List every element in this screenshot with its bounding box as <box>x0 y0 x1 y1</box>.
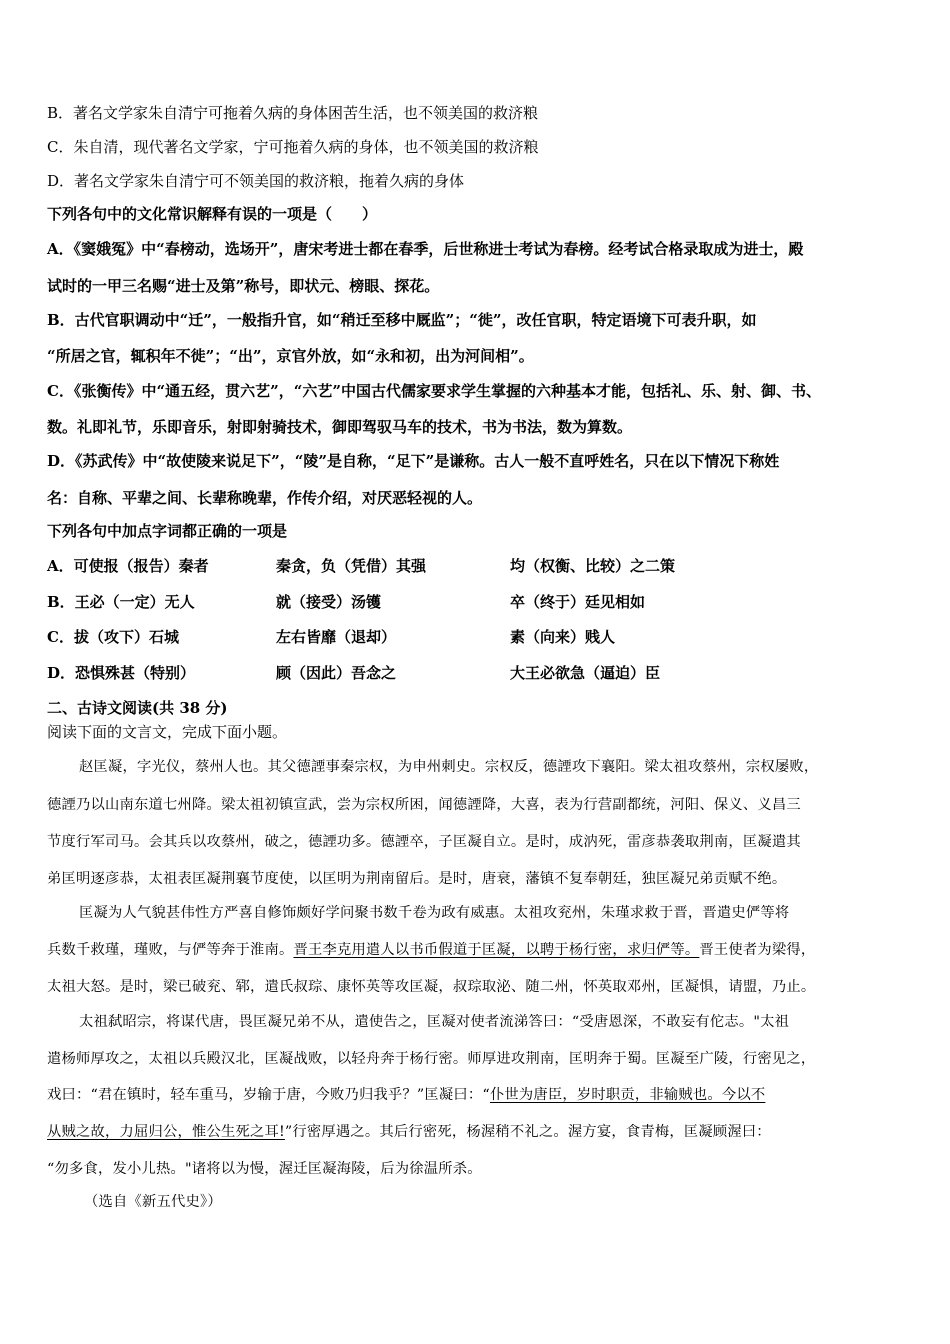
culture-option-a-line2: 试时的一甲三名赐“进士及第”称号，即状元、榜眼、探花。 <box>47 277 440 295</box>
passage-line-3: 节度行军司马。会其兵以攻蔡州，破之，德諲功多。德諲卒，子匡凝自立。是时，成汭死，雷彦恭袭取荆南，匡凝遣其 <box>47 834 801 850</box>
passage-line-6-start: 兵数千救瑾，瑾败，与俨等奔于淮南。 <box>47 942 294 958</box>
passage-line-2: 德諲乃以山南东道七州降。梁太祖初镇宣武，尝为宗权所困，闻德諲降，大喜，表为行营副都统，河阳、保义、义昌三 <box>47 797 801 813</box>
section-instruction: 阅读下面的文言文，完成下面小题。 <box>47 723 288 741</box>
words-option-d-col2: 顾（因此）吾念之 <box>276 664 397 682</box>
passage-line-10-start: 戏曰：“君在镇时，轻车重马，岁输于唐，今败乃归我乎？”匡凝曰：“ <box>47 1087 490 1103</box>
words-option-d-col3: 大王必欲急（逼迫）臣 <box>510 664 661 682</box>
words-option-b-col2: 就（接受）汤镬 <box>276 593 382 611</box>
culture-option-b-line1: B．古代官职调动中“迁”，一般指升官，如“稍迁至移中厩监”；“徙”，改任官职，特定语境下可表升职，如 <box>47 311 757 329</box>
passage-line-6 <box>47 940 815 960</box>
underlined-sentence-2-part2: 从贼之故，力屈归公，惟公生死之耳! <box>47 1124 285 1140</box>
passage-line-8: 太祖弑昭宗，将谋代唐，畏匡凝兄弟不从，遣使告之，匡凝对使者流涕答曰：“受唐恩深，不敢妄有佗志。"太祖 <box>79 1014 790 1030</box>
section-title: 二、古诗文阅读(共 38 分) <box>47 699 228 717</box>
words-option-b-col3: 卒（终于）廷见相如 <box>510 593 646 611</box>
words-option-d-col1: D．恐惧殊甚（特别） <box>47 664 196 682</box>
words-option-a-col3: 均（权衡、比较）之二策 <box>510 557 676 575</box>
culture-option-c-line1: C．《张衡传》中“通五经，贯六艺”，“六艺”中国古代儒家要求学生掌握的六种基本才能，包括礼、乐、射、御、书、 <box>47 382 821 400</box>
culture-question-stem: 下列各句中的文化常识解释有误的一项是（ ） <box>47 205 378 223</box>
words-option-b-col1: B．王必（一定）无人 <box>47 593 195 611</box>
passage-line-11 <box>47 1122 771 1142</box>
culture-option-c-line2: 数。礼即礼节，乐即音乐，射即射骑技术，御即驾驭马车的技术，书为书法，数为算数。 <box>47 418 633 436</box>
passage-line-7: 太祖大怒。是时，梁已破兖、郓，遣氏叔琮、康怀英等攻匡凝，叔琮取泌、随二州，怀英取邓州，匡凝惧，请盟，乃止。 <box>47 979 816 995</box>
passage-line-9: 遣杨师厚攻之，太祖以兵殿汉北，匡凝战败，以轻舟奔于杨行密。师厚进攻荆南，匡明奔于蜀。匡凝至广陵，行密见之， <box>47 1051 816 1067</box>
option-b-prev: B．著名文学家朱自清宁可拖着久病的身体困苦生活，也不领美国的救济粮 <box>47 104 539 122</box>
passage-line-12: “勿多食，发小儿热。"诸将以为慢，渥迁匡凝海陵，后为徐温所杀。 <box>47 1161 482 1177</box>
words-option-c-col3: 素（向来）贱人 <box>510 628 616 646</box>
passage-line-4: 弟匡明逐彦恭，太祖表匡凝荆襄节度使，以匡明为荆南留后。是时，唐衰，藩镇不复奉朝廷，独匡凝兄弟贡赋不绝。 <box>47 871 787 887</box>
passage-source: （选自《新五代史》） <box>84 1194 222 1210</box>
culture-option-d-line2: 名：自称、平辈之间、长辈称晚辈，作传介绍，对厌恶轻视的人。 <box>47 489 483 507</box>
underlined-sentence-2-part1: 仆世为唐臣，岁时职贡，非输贼也。今以不 <box>489 1087 766 1103</box>
passage-line-10 <box>47 1085 765 1105</box>
underlined-sentence-1: 晋王李克用遣人以书币假道于匡凝，以聘于杨行密，求归俨等。 <box>293 942 700 958</box>
option-d-prev: D．著名文学家朱自清宁可不领美国的救济粮，拖着久病的身体 <box>47 172 465 190</box>
words-option-a-col1: A．可使报（报告）秦者 <box>47 557 209 575</box>
passage-line-11-end: ”行密厚遇之。其后行密死，杨渥稍不礼之。渥方宴，食青梅，匡凝顾渥曰： <box>284 1124 771 1140</box>
words-option-a-col2: 秦贪，负（凭借）其强 <box>276 557 427 575</box>
culture-option-a-line1: A．《窦娥冤》中“春榜动，选场开”，唐宋考进士都在春季，后世称进士考试为春榜。经考试合格录取成为进士，殿 <box>47 240 804 258</box>
option-c-prev: C．朱自清，现代著名文学家，宁可拖着久病的身体，也不领美国的救济粮 <box>47 138 539 156</box>
words-option-c-col1: C．拔（攻下）石城 <box>47 628 179 646</box>
passage-line-6-end: 晋王使者为梁得， <box>699 942 816 958</box>
passage-line-5: 匡凝为人气貌甚伟性方严喜自修饰颇好学问聚书数千卷为政有威惠。太祖攻兖州，朱瑾求救于晋，晋遣史俨等将 <box>79 905 790 921</box>
passage-line-1: 赵匡凝，字光仪，蔡州人也。其父德諲事秦宗权，为申州刺史。宗权反，德諲攻下襄阳。梁太祖攻蔡州，宗权屡败， <box>79 759 819 775</box>
culture-option-d-line1: D．《苏武传》中“故使陵来说足下”，“陵”是自称，“足下”是谦称。古人一般不直呼姓名，只在以下情况下称姓 <box>47 452 780 470</box>
words-question-stem: 下列各句中加点字词都正确的一项是 <box>47 522 288 540</box>
words-option-c-col2: 左右皆靡（退却） <box>276 628 397 646</box>
culture-option-b-line2: “所居之官，辄积年不徙”；“出”，京官外放，如“永和初，出为河间相”。 <box>47 347 534 365</box>
